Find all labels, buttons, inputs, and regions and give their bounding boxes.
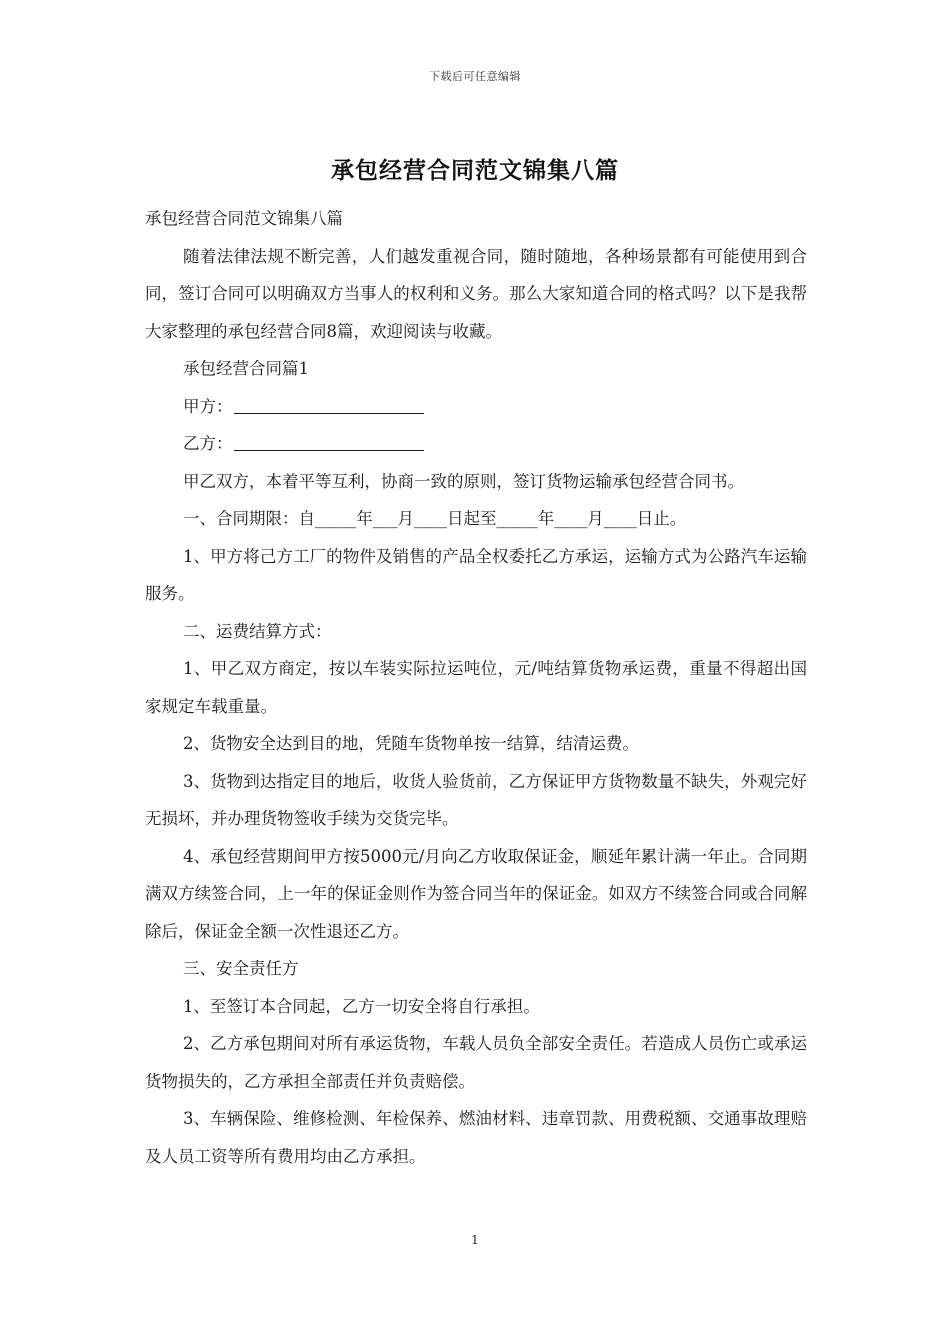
section-two-item-4: 4、承包经营期间甲方按5000元/月向乙方收取保证金，顺延年累计满一年止。合同期满双方续签合同，上一年的保证金则作为签合同当年的保证金。如双方不续签合同或合同解除后，保证金全额一次性退还乙方。 [145,846,807,941]
section-three-heading: 三、安全责任方 [182,959,299,978]
section-heading: 承包经营合同篇1 [182,359,309,378]
section-two-heading: 二、运费结算方式： [182,621,332,641]
party-a-line [145,388,807,426]
preamble-paragraph: 甲乙双方，本着平等互利，协商一致的原则，签订货物运输承包经营合同书。 [182,471,744,491]
subtitle-line: 承包经营合同范文锦集八篇 [145,209,343,228]
section-two-item-2: 2、货物安全达到目的地，凭随车货物单按一结算，结清运费。 [182,734,639,753]
clause-1: 1、甲方将己方工厂的物件及销售的产品全权委托乙方承运，运输方式为公路汽车运输服务。 [145,546,807,603]
document-body [145,200,807,1175]
section-three-item-3: 3、车辆保险、维修检测、年检保养、燃油材料、违章罚款、用费税额、交通事故理赔及人员工资等所有费用均由乙方承担。 [145,1109,807,1166]
header-note: 下载后可任意编辑 [429,70,521,83]
intro-paragraph: 随着法律法规不断完善，人们越发重视合同，随时随地，各种场景都有可能使用到合同，签订合同可以明确双方当事人的权利和义务。那么大家知道合同的格式吗？以下是我帮大家整理的承包经营合同8篇，欢迎阅读与收藏。 [145,246,807,341]
section-two-item-3: 3、货物到达指定目的地后，收货人验货前，乙方保证甲方货物数量不缺失，外观完好无损坏，并办理货物签收手续为交货完毕。 [145,771,807,828]
term-clause: 一、合同期限：自_____年___月____日起至_____年____月____日止。 [182,509,687,528]
page-number: 1 [471,1233,479,1247]
party-b-line [145,425,807,463]
party-b-blank [234,449,424,451]
party-a-label: 甲方： [182,396,233,416]
document-title: 承包经营合同范文锦集八篇 [331,157,619,184]
party-a-blank [234,412,424,414]
section-three-item-2: 2、乙方承包期间对所有承运货物，车载人员负全部安全责任。若造成人员伤亡或承运货物损失的，乙方承担全部责任并负责赔偿。 [145,1034,807,1091]
party-b-label: 乙方： [182,434,233,453]
section-three-item-1: 1、至签订本合同起，乙方一切安全将自行承担。 [182,996,540,1016]
section-two-item-1: 1、甲乙双方商定，按以车装实际拉运吨位，元/吨结算货物承运费，重量不得超出国家规定车载重量。 [145,659,807,716]
